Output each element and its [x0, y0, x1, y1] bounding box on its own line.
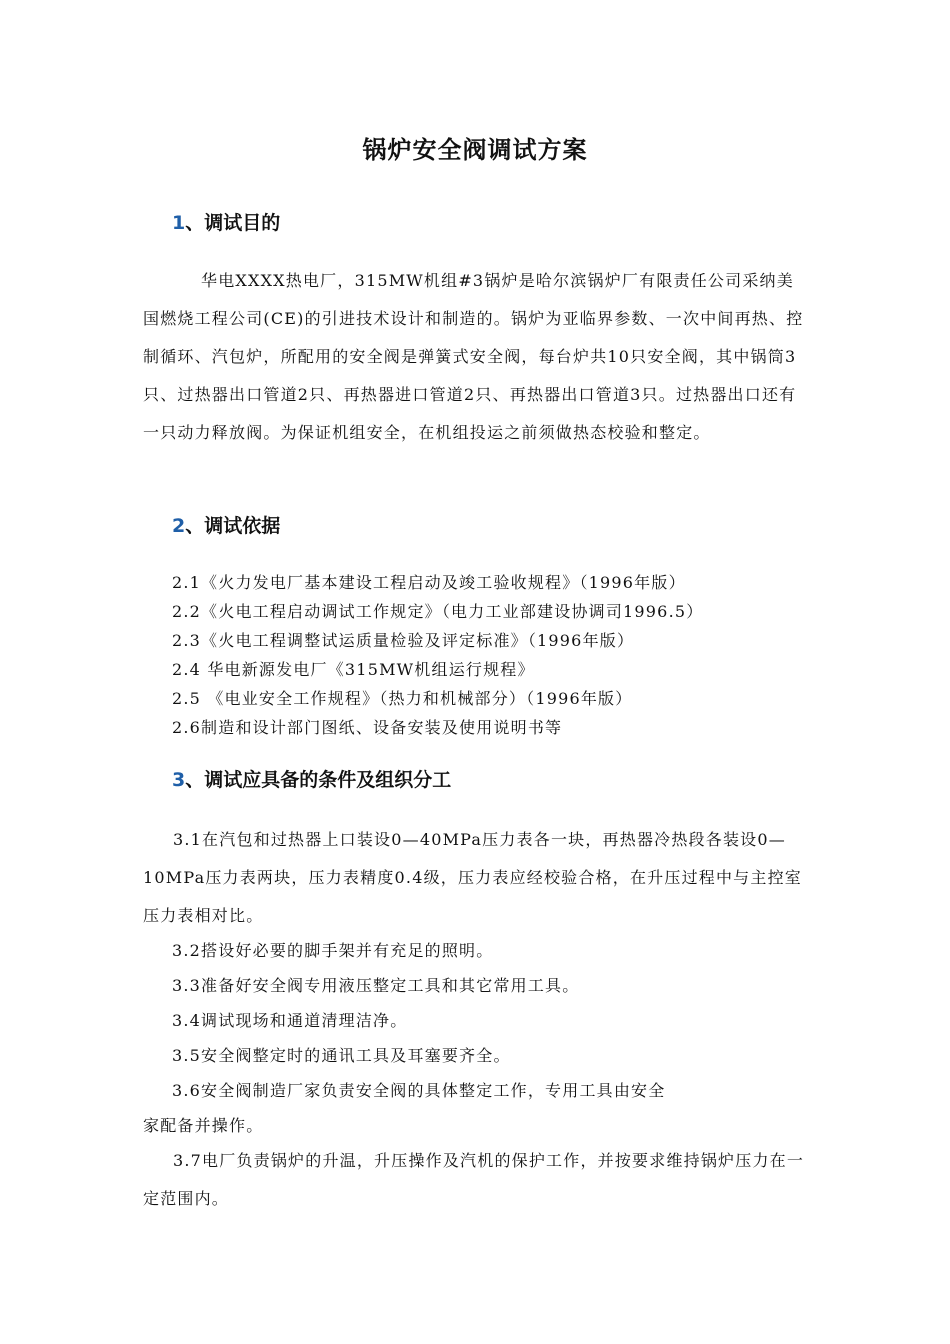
section-1-number: 1 [172, 212, 186, 234]
condition-item-3-4: 3.4调试现场和通道清理洁净。 [172, 1011, 408, 1030]
section-3-title: 、调试应具备的条件及组织分工 [185, 769, 452, 791]
section-1-paragraph [143, 262, 808, 452]
condition-item-3-2: 3.2搭设好必要的脚手架并有充足的照明。 [172, 941, 494, 960]
basis-item-2-3: 2.3《火电工程调整试运质量检验及评定标准》（1996年版） [172, 631, 635, 650]
condition-item-3-5: 3.5安全阀整定时的通讯工具及耳塞要齐全。 [172, 1046, 511, 1065]
section-2-title: 、调试依据 [185, 515, 281, 537]
section-1-heading [172, 208, 280, 235]
condition-item-3-1-text: 3.1在汽包和过热器上口装设0—40MPa压力表各一块，再热器冷热段各装设0—10MPa压力表两块，压力表精度0.4级，压力表应经校验合格，在升压过程中与主控室压力表相对比。 [143, 830, 802, 925]
condition-item-3-7 [143, 1142, 808, 1218]
basis-item-2-1: 2.1《火力发电厂基本建设工程启动及竣工验收规程》（1996年版） [172, 573, 686, 592]
document-title: 锅炉安全阀调试方案 [362, 136, 588, 164]
condition-item-3-7-text: 3.7电厂负责锅炉的升温，升压操作及汽机的保护工作，并按要求维持锅炉压力在一定范围内。 [143, 1151, 805, 1208]
basis-item-2-6: 2.6制造和设计部门图纸、设备安装及使用说明书等 [172, 718, 563, 737]
condition-item-3-6-cont: 家配备并操作。 [143, 1116, 264, 1135]
condition-item-3-1 [143, 821, 808, 935]
section-3-heading [172, 765, 451, 792]
section-3-number: 3 [172, 769, 186, 791]
condition-item-3-6: 3.6安全阀制造厂家负责安全阀的具体整定工作，专用工具由安全 [172, 1081, 666, 1100]
condition-item-3-3: 3.3准备好安全阀专用液压整定工具和其它常用工具。 [172, 976, 580, 995]
section-1-title: 、调试目的 [185, 212, 281, 234]
section-2-number: 2 [172, 515, 186, 537]
basis-item-2-4: 2.4 华电新源发电厂《315MW机组运行规程》 [172, 660, 535, 679]
basis-item-2-2: 2.2《火电工程启动调试工作规定》（电力工业部建设协调司1996.5） [172, 602, 704, 621]
section-1-text: 华电XXXX热电厂，315MW机组#3锅炉是哈尔滨锅炉厂有限责任公司采纳美国燃烧工程公司(CE)的引进技术设计和制造的。锅炉为亚临界参数、一次中间再热、控制循环、汽包炉，所配用的安全阀是弹簧式安全阀，每台炉共10只安全阀，其中锅筒3只、过热器出口管道2只、再热器进口管道2只、再热器出口管道3只。过热器出口还有一只动力释放阀。为保证机组安全，在机组投运之前须做热态校验和整定。 [143, 271, 804, 442]
section-2-heading [172, 511, 280, 538]
basis-item-2-5: 2.5 《电业安全工作规程》（热力和机械部分）（1996年版） [172, 689, 633, 708]
